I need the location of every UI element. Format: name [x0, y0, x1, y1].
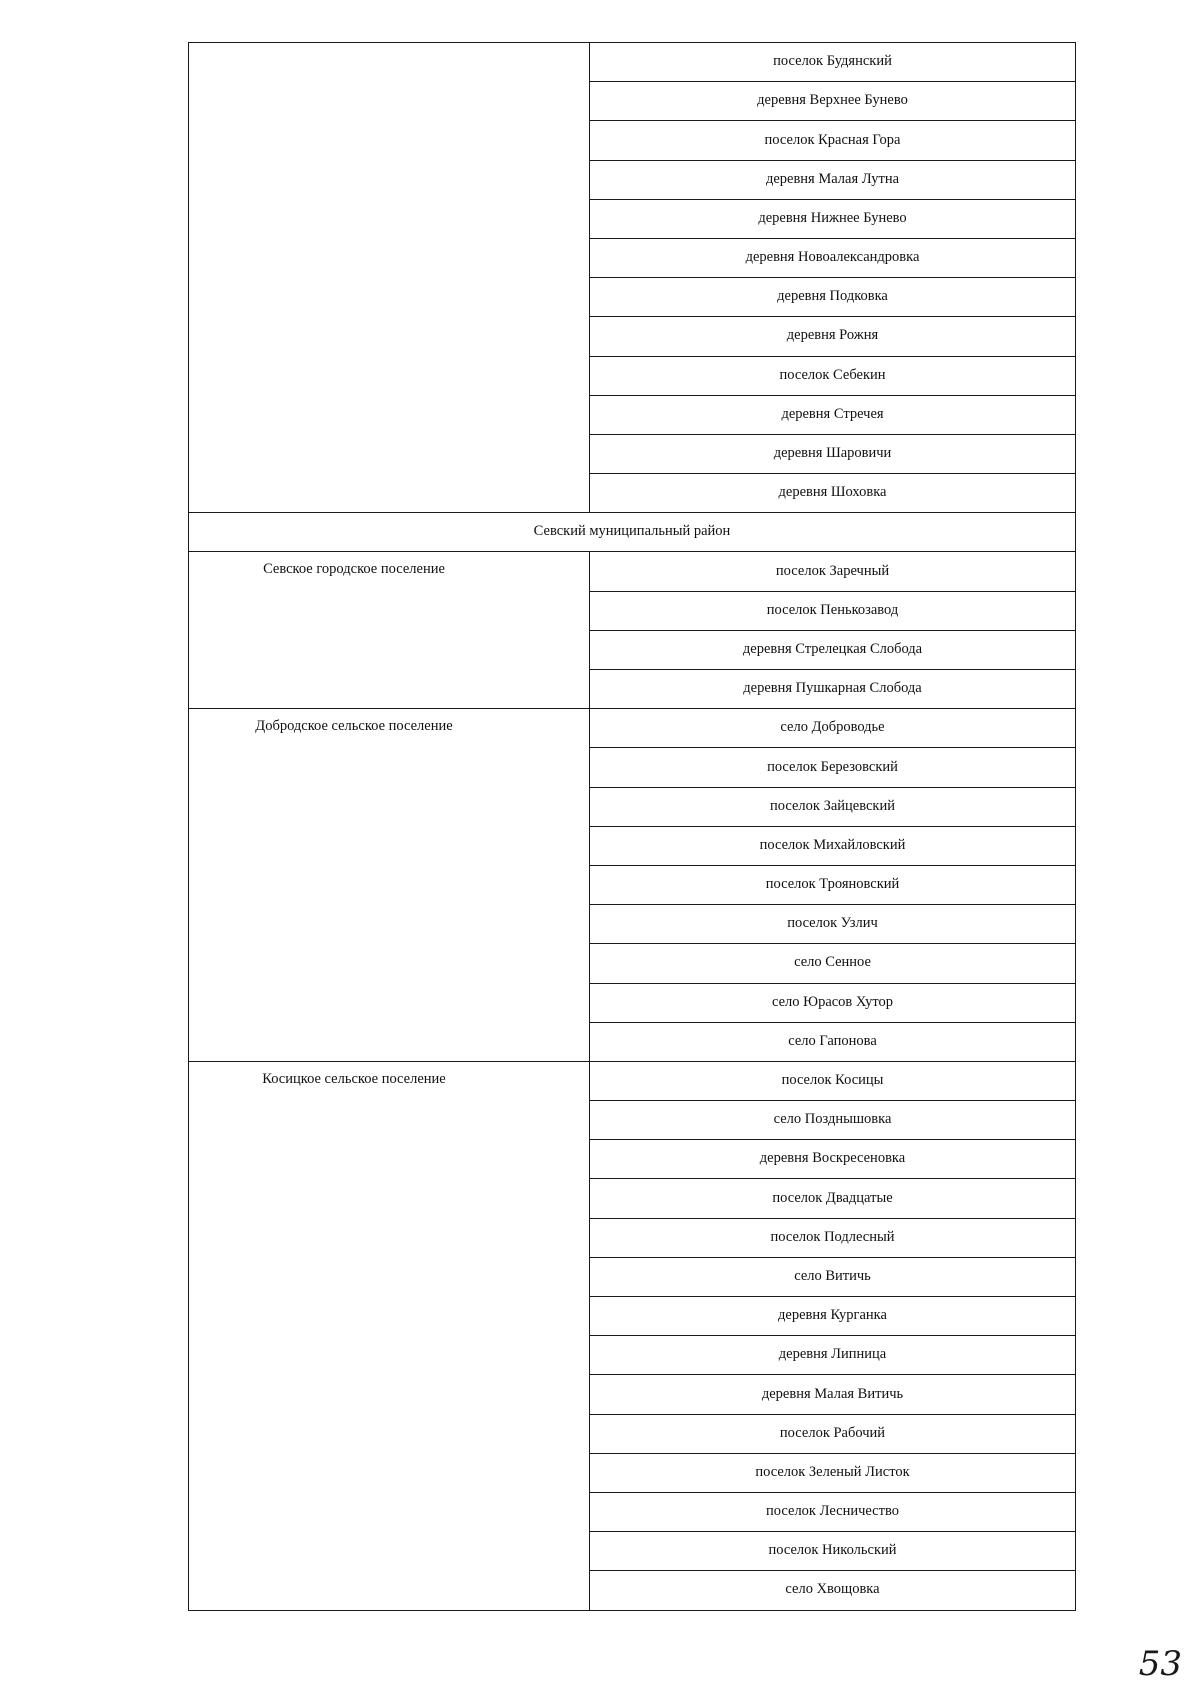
settlement-cell — [189, 43, 590, 513]
locality-cell: село Юрасов Хутор — [590, 983, 1076, 1022]
locality-cell: поселок Зеленый Листок — [590, 1453, 1076, 1492]
settlement-name: Севское городское поселение — [263, 561, 445, 578]
locality-cell: поселок Красная Гора — [590, 121, 1076, 160]
locality-cell: деревня Малая Лутна — [590, 160, 1076, 199]
locality-cell: село Витичь — [590, 1257, 1076, 1296]
locality-cell: поселок Трояновский — [590, 865, 1076, 904]
locality-cell: поселок Себекин — [590, 356, 1076, 395]
locality-cell: деревня Шаровичи — [590, 434, 1076, 473]
locality-cell: поселок Рабочий — [590, 1414, 1076, 1453]
locality-cell: деревня Курганка — [590, 1297, 1076, 1336]
locality-cell: деревня Шоховка — [590, 474, 1076, 513]
locality-cell: поселок Никольский — [590, 1532, 1076, 1571]
page-number: 53 — [1138, 1644, 1182, 1684]
locality-cell: поселок Пенькозавод — [590, 591, 1076, 630]
settlement-name: Добродское сельское поселение — [255, 718, 453, 735]
locality-cell: деревня Липница — [590, 1336, 1076, 1375]
table-row — [189, 1061, 1076, 1100]
locality-cell: деревня Рожня — [590, 317, 1076, 356]
locality-cell: деревня Новоалександровка — [590, 238, 1076, 277]
locality-cell: поселок Узлич — [590, 905, 1076, 944]
settlements-table — [188, 42, 1076, 1611]
locality-cell: деревня Малая Витичь — [590, 1375, 1076, 1414]
settlement-name: Косицкое сельское поселение — [262, 1070, 446, 1087]
locality-cell: село Доброводье — [590, 709, 1076, 748]
locality-cell: село Гапонова — [590, 1022, 1076, 1061]
locality-cell: деревня Верхнее Бунево — [590, 82, 1076, 121]
table-row — [189, 43, 1076, 82]
settlements-table-body — [189, 43, 1076, 1611]
locality-cell: деревня Подковка — [590, 278, 1076, 317]
locality-cell: село Сенное — [590, 944, 1076, 983]
locality-cell: поселок Зайцевский — [590, 787, 1076, 826]
locality-cell: деревня Пушкарная Слобода — [590, 670, 1076, 709]
locality-cell: поселок Лесничество — [590, 1492, 1076, 1531]
locality-cell: село Позднышовка — [590, 1101, 1076, 1140]
locality-cell: деревня Воскресеновка — [590, 1140, 1076, 1179]
locality-cell: поселок Березовский — [590, 748, 1076, 787]
settlement-cell — [189, 1061, 590, 1610]
settlement-cell — [189, 709, 590, 1062]
settlement-cell — [189, 552, 590, 709]
locality-cell: деревня Стрелецкая Слобода — [590, 630, 1076, 669]
locality-cell: село Хвощовка — [590, 1571, 1076, 1610]
table-row — [189, 709, 1076, 748]
locality-cell: поселок Косицы — [590, 1061, 1076, 1100]
settlement-name — [189, 43, 589, 53]
locality-cell: поселок Заречный — [590, 552, 1076, 591]
locality-cell: поселок Двадцатые — [590, 1179, 1076, 1218]
table-row — [189, 552, 1076, 591]
locality-cell: поселок Подлесный — [590, 1218, 1076, 1257]
locality-cell: поселок Будянский — [590, 43, 1076, 82]
district-heading: Севский муниципальный район — [189, 513, 1076, 552]
locality-cell: деревня Стречея — [590, 395, 1076, 434]
locality-cell: деревня Нижнее Бунево — [590, 199, 1076, 238]
locality-cell: поселок Михайловский — [590, 826, 1076, 865]
district-heading-row — [189, 513, 1076, 552]
